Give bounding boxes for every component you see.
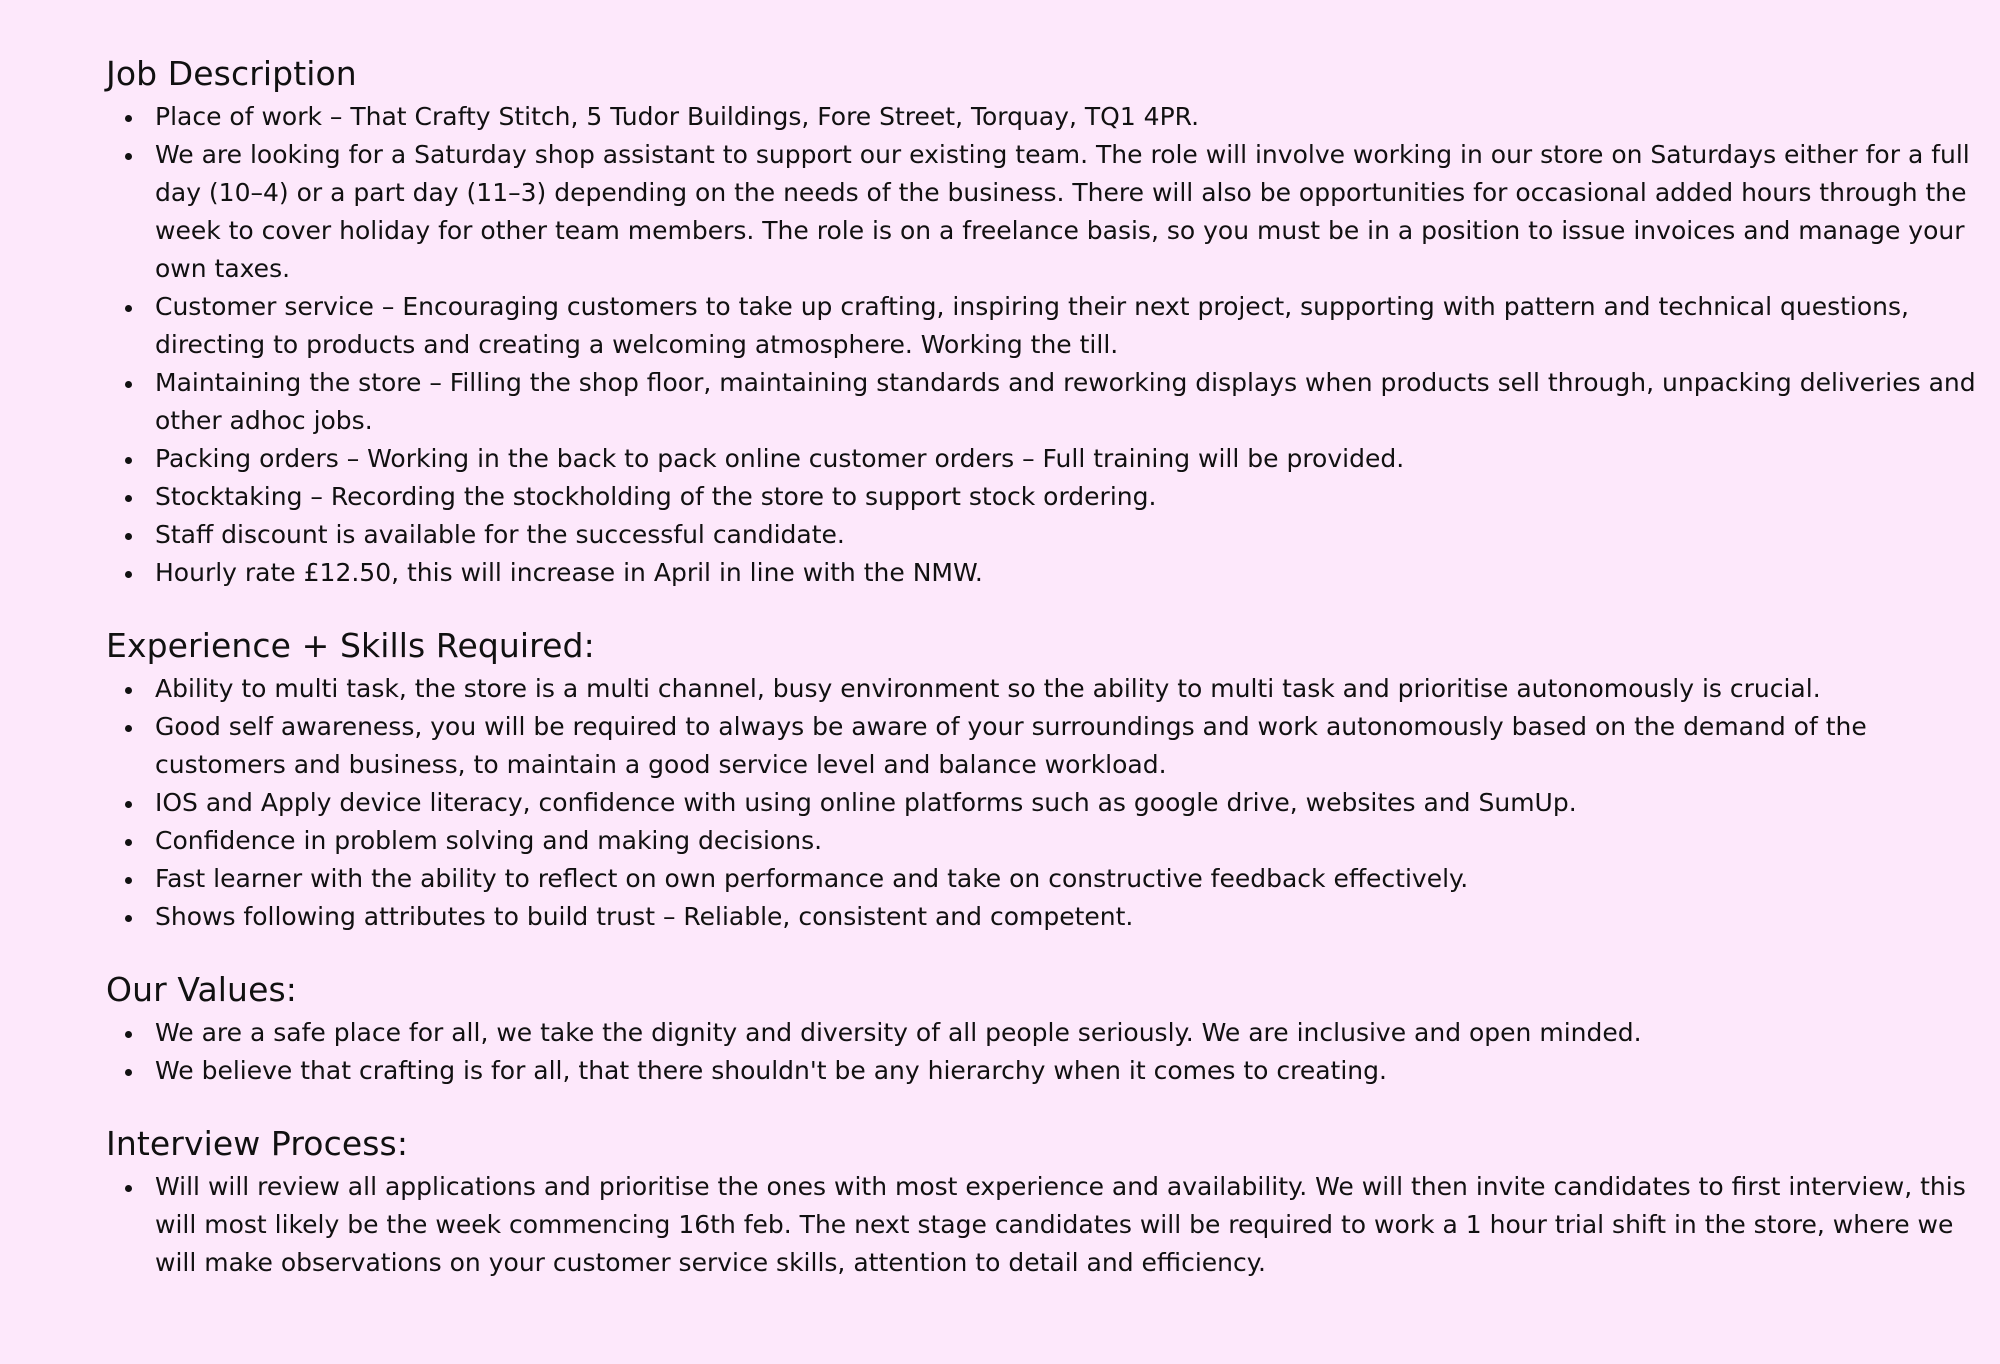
list-item: Maintaining the store – Filling the shop floor, maintaining standards and reworking displays when products sell through, unpacking deliveries and other adhoc jobs. — [155, 364, 2000, 440]
list-item: Confidence in problem solving and making decisions. — [155, 822, 2000, 860]
list-item: IOS and Apply device literacy, confidence with using online platforms such as google drive, websites and SumUp. — [155, 784, 2000, 822]
list-item: Fast learner with the ability to reflect on own performance and take on constructive feedback effectively. — [155, 860, 2000, 898]
list-item: Ability to multi task, the store is a multi channel, busy environment so the ability to multi task and prioritise autonomously is crucial. — [155, 670, 2000, 708]
section-title: Interview Process: — [106, 1124, 409, 1163]
job-description-section — [106, 50, 1976, 592]
bullet-list — [106, 1168, 1966, 1282]
list-item: Customer service – Encouraging customers to take up crafting, inspiring their next project, supporting with pattern and technical questions, directing to products and creating a welcoming atmosphere. Working the till. — [155, 288, 2000, 364]
our-values-section — [106, 966, 1920, 1090]
list-item: We are a safe place for all, we take the dignity and diversity of all people seriously. We are inclusive and open minded. — [155, 1014, 2000, 1052]
bullet-list — [106, 98, 1976, 592]
list-item: Place of work – That Crafty Stitch, 5 Tudor Buildings, Fore Street, Torquay, TQ1 4PR. — [155, 98, 2000, 136]
list-item: We believe that crafting is for all, that there shouldn't be any hierarchy when it comes to creating. — [155, 1052, 2000, 1090]
section-title: Experience + Skills Required: — [106, 626, 595, 665]
bullet-list — [106, 670, 1920, 936]
section-title: Job Description — [106, 54, 357, 93]
list-item: Will will review all applications and prioritise the ones with most experience and availability. We will then invite candidates to first interview, this will most likely be the week commencing 16th feb. The next stage candidates will be required to work a 1 hour trial shift in the store, where we will make observations on your customer service skills, attention to detail and efficiency. — [155, 1168, 2000, 1282]
experience-skills-section — [106, 622, 1920, 936]
list-item: Good self awareness, you will be required to always be aware of your surroundings and work autonomously based on the demand of the customers and business, to maintain a good service level and balance workload. — [155, 708, 2000, 784]
list-item: Packing orders – Working in the back to pack online customer orders – Full training will be provided. — [155, 440, 2000, 478]
bullet-list — [106, 1014, 1920, 1090]
list-item: Shows following attributes to build trust – Reliable, consistent and competent. — [155, 898, 2000, 936]
interview-process-section — [106, 1120, 1966, 1282]
list-item: Staff discount is available for the successful candidate. — [155, 516, 2000, 554]
list-item: Hourly rate £12.50, this will increase in April in line with the NMW. — [155, 554, 2000, 592]
list-item: We are looking for a Saturday shop assistant to support our existing team. The role will involve working in our store on Saturdays either for a full day (10–4) or a part day (11–3) depending on the needs of the business. There will also be opportunities for occasional added hours through the week to cover holiday for other team members. The role is on a freelance basis, so you must be in a position to issue invoices and manage your own taxes. — [155, 136, 2000, 288]
section-title: Our Values: — [106, 970, 297, 1009]
list-item: Stocktaking – Recording the stockholding of the store to support stock ordering. — [155, 478, 2000, 516]
